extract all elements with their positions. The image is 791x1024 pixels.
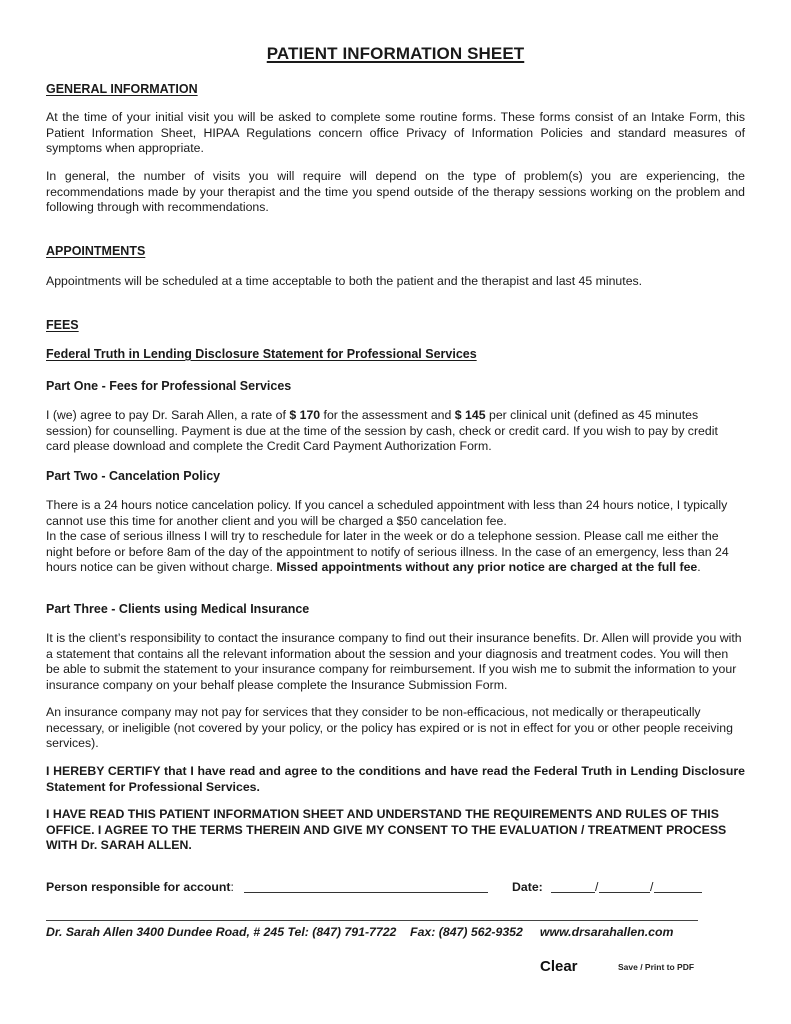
- part-one-text-c: per clinical unit (defined as 45 minutes session) for counselling. Payment is due at the time of the session by cash, check or credit card. If you wish to pay by credit card please download and complete the Credit Card Payment Authorization Form.: [46, 408, 718, 454]
- general-information-heading: GENERAL INFORMATION: [46, 82, 198, 96]
- part-two-text-end: .: [697, 560, 701, 575]
- part-one-paragraph: [46, 408, 745, 455]
- part-three-paragraph-1: It is the client’s responsibility to contact the insurance company to find out their insurance benefits. Dr. Allen will provide you with a statement that contains all the relevant information about the session and your diagnosis and treatment codes. You will then be able to submit the statement to your insurance company for reimbursement. If you wish me to submit the information to your insurance company on your behalf please complete the Insurance Submission Form.: [46, 631, 742, 692]
- part-three-paragraph-2: An insurance company may not pay for services that they consider to be non-efficacious, not medically or therapeutically necessary, or ineligible (not covered by your policy, or the policy has expired or is not in effect for you or other people receiving services).: [46, 705, 733, 751]
- save-print-pdf-button[interactable]: Save / Print to PDF: [618, 962, 695, 972]
- person-responsible-field[interactable]: [244, 892, 488, 893]
- date-day-field[interactable]: [599, 892, 650, 893]
- general-information-paragraph-2: In general, the number of visits you will require will depend on the type of problem(s) you are experiencing, the recommendations made by your therapist and the time you spend outside of the therapy sessions working on the problem and following through with recommendations.: [46, 169, 745, 215]
- date-separator: /: [650, 880, 654, 894]
- part-two-text: In the case of serious illness I will try to reschedule for later in the week or do a telephone session. Please call me either the night before or before 8am of the day of the appointment to notify of serious illness. In the case of an emergency, less than 24 hours notice can be given without charge.: [46, 529, 729, 575]
- date-label: Date:: [512, 880, 543, 894]
- certify-statement: I HEREBY CERTIFY that I have read and agree to the conditions and have read the Federal Truth in Lending Disclosure Statement for Professional Services.: [46, 764, 745, 794]
- part-two-paragraph-1: There is a 24 hours notice cancelation policy. If you cancel a scheduled appointment with less than 24 hours notice, I typically cannot use this time for another client and you will be charged a $50 cancelation fee.: [46, 498, 728, 528]
- page-title: [0, 44, 791, 64]
- footer-divider: [46, 920, 698, 921]
- footer-contact: Dr. Sarah Allen 3400 Dundee Road, # 245 Tel: (847) 791-7722 Fax: (847) 562-9352 www.drsarahallen.com: [46, 925, 674, 939]
- clear-button[interactable]: Clear: [540, 958, 578, 975]
- appointments-paragraph: Appointments will be scheduled at a time acceptable to both the patient and the therapist and last 45 minutes.: [46, 274, 643, 288]
- consent-statement: I HAVE READ THIS PATIENT INFORMATION SHEET AND UNDERSTAND THE REQUIREMENTS AND RULES OF THIS OFFICE. I AGREE TO THE TERMS THEREIN AND GIVE MY CONSENT TO THE EVALUATION / TREATMENT PROCESS WITH Dr. SARAH ALLEN.: [46, 807, 727, 853]
- date-month-field[interactable]: [551, 892, 595, 893]
- clinical-unit-rate: $ 145: [454, 408, 486, 422]
- part-one-heading: Part One - Fees for Professional Services: [46, 379, 292, 393]
- assessment-rate: $ 170: [289, 408, 321, 422]
- signature-row: [46, 880, 746, 896]
- missed-appointments-notice: Missed appointments without any prior notice are charged at the full fee: [276, 560, 698, 575]
- person-responsible-label: Person responsible for account:: [46, 880, 234, 894]
- appointments-heading: APPOINTMENTS: [46, 244, 146, 258]
- part-one-text-a: I (we) agree to pay Dr. Sarah Allen, a rate of: [46, 408, 290, 422]
- part-one-text-b: for the assessment and: [320, 408, 455, 422]
- page-title-text: PATIENT INFORMATION SHEET: [266, 44, 525, 63]
- part-two-heading: Part Two - Cancelation Policy: [46, 469, 221, 483]
- disclosure-heading: Federal Truth in Lending Disclosure Statement for Professional Services: [46, 347, 477, 361]
- part-two-paragraph-2: [46, 529, 745, 576]
- date-year-field[interactable]: [654, 892, 702, 893]
- fees-heading: FEES: [46, 318, 79, 332]
- general-information-paragraph-1: At the time of your initial visit you will be asked to complete some routine forms. These forms consist of an Intake Form, this Patient Information Sheet, HIPAA Regulations concern office Privacy of Information Policies and standard measures of symptoms when appropriate.: [46, 110, 745, 156]
- date-separator: /: [595, 880, 599, 894]
- part-three-heading: Part Three - Clients using Medical Insurance: [46, 602, 310, 616]
